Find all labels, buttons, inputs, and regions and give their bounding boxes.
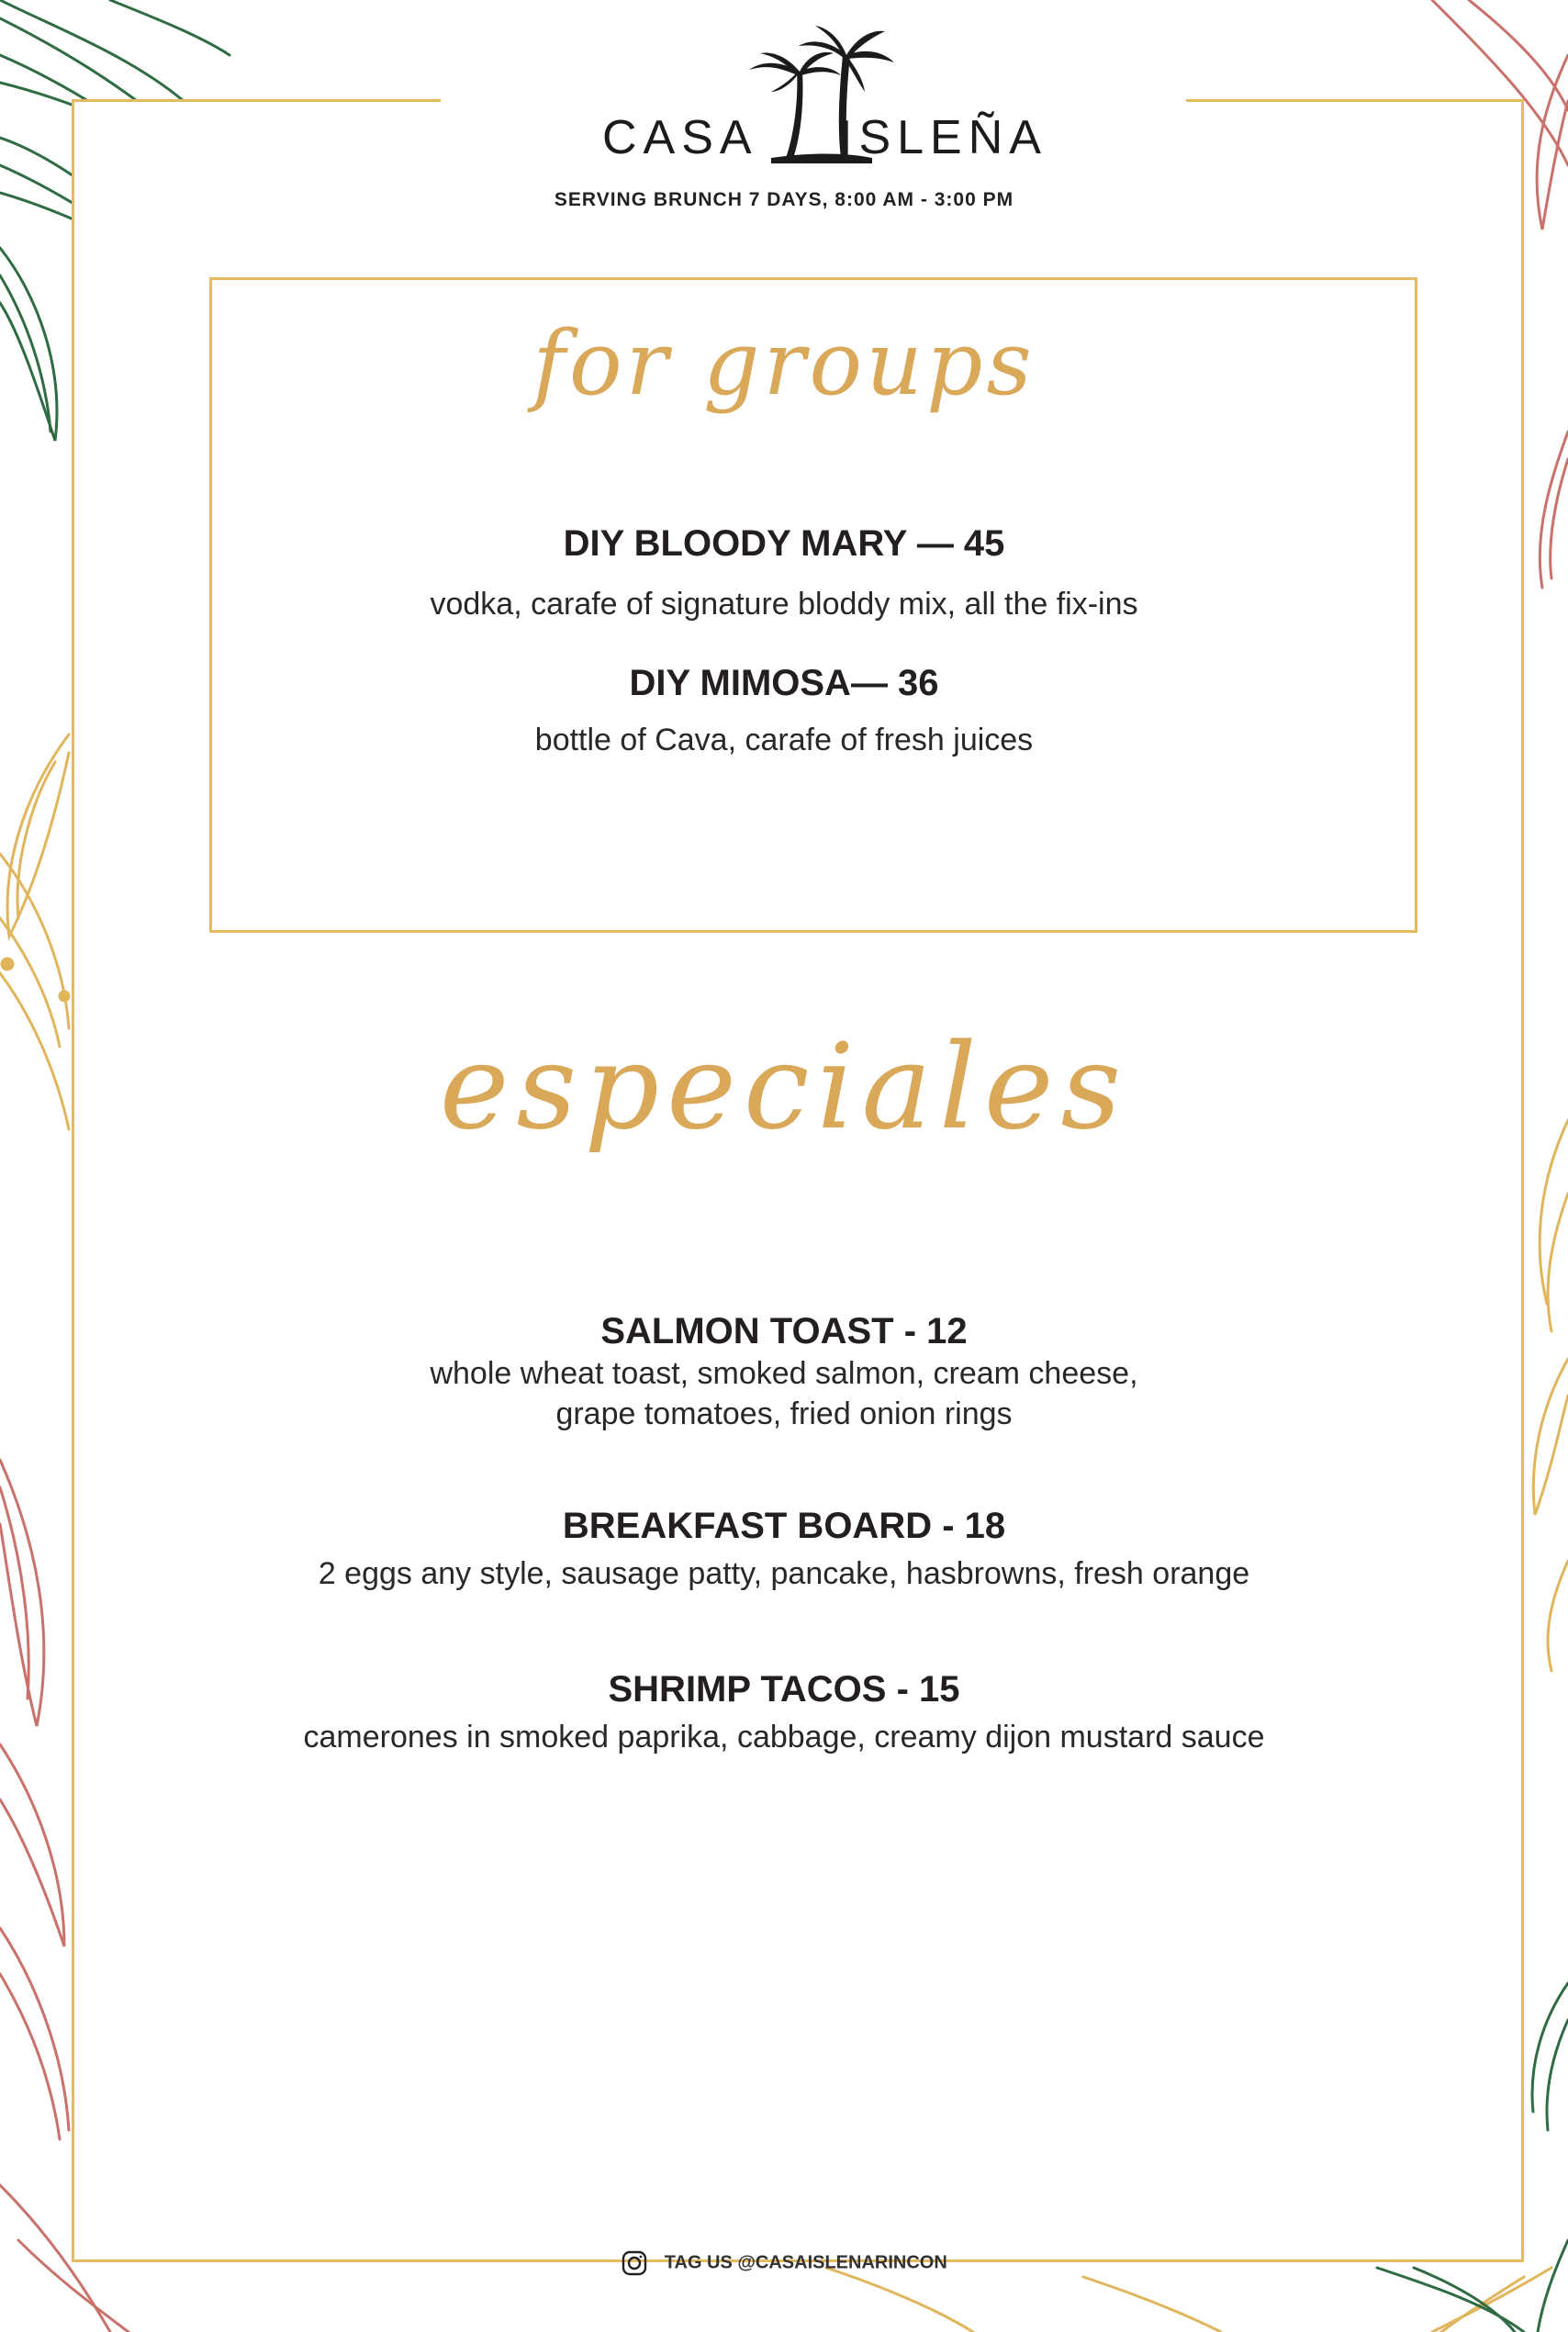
groups-item-title: DIY MIMOSA— 36 [629, 663, 939, 703]
groups-heading: for groups [532, 312, 1036, 415]
groups-item-title: DIY BLOODY MARY — 45 [563, 523, 1005, 564]
especiales-item-title: BREAKFAST BOARD - 18 [562, 1506, 1006, 1546]
gold-leaves-bottom [826, 2268, 1221, 2332]
especiales-item-title: SHRIMP TACOS - 15 [608, 1669, 960, 1710]
logo-name-right: ISLEÑA [839, 111, 1047, 164]
especiales-heading: especiales [439, 1019, 1129, 1156]
especiales-item-title: SALMON TOAST - 12 [600, 1311, 968, 1351]
instagram-icon[interactable] [621, 2249, 648, 2277]
footer [0, 2249, 1568, 2277]
logo-name-left: CASA [602, 111, 758, 164]
especiales-item-desc: camerones in smoked paprika, cabbage, creamy dijon mustard sauce [303, 1720, 1265, 1755]
groups-item-desc: vodka, carafe of signature bloddy mix, all the fix-ins [430, 587, 1138, 622]
especiales-item-desc: 2 eggs any style, sausage patty, pancake, hasbrowns, fresh orange [318, 1556, 1250, 1591]
serving-hours: SERVING BRUNCH 7 DAYS, 8:00 AM - 3:00 PM [554, 189, 1014, 210]
groups-item-desc: bottle of Cava, carafe of fresh juices [534, 723, 1034, 757]
especiales-item-desc: grape tomatoes, fried onion rings [555, 1396, 1013, 1431]
especiales-item-desc: whole wheat toast, smoked salmon, cream cheese, [430, 1356, 1138, 1391]
instagram-handle[interactable]: TAG US @CASAISLENARINCON [664, 2252, 947, 2273]
